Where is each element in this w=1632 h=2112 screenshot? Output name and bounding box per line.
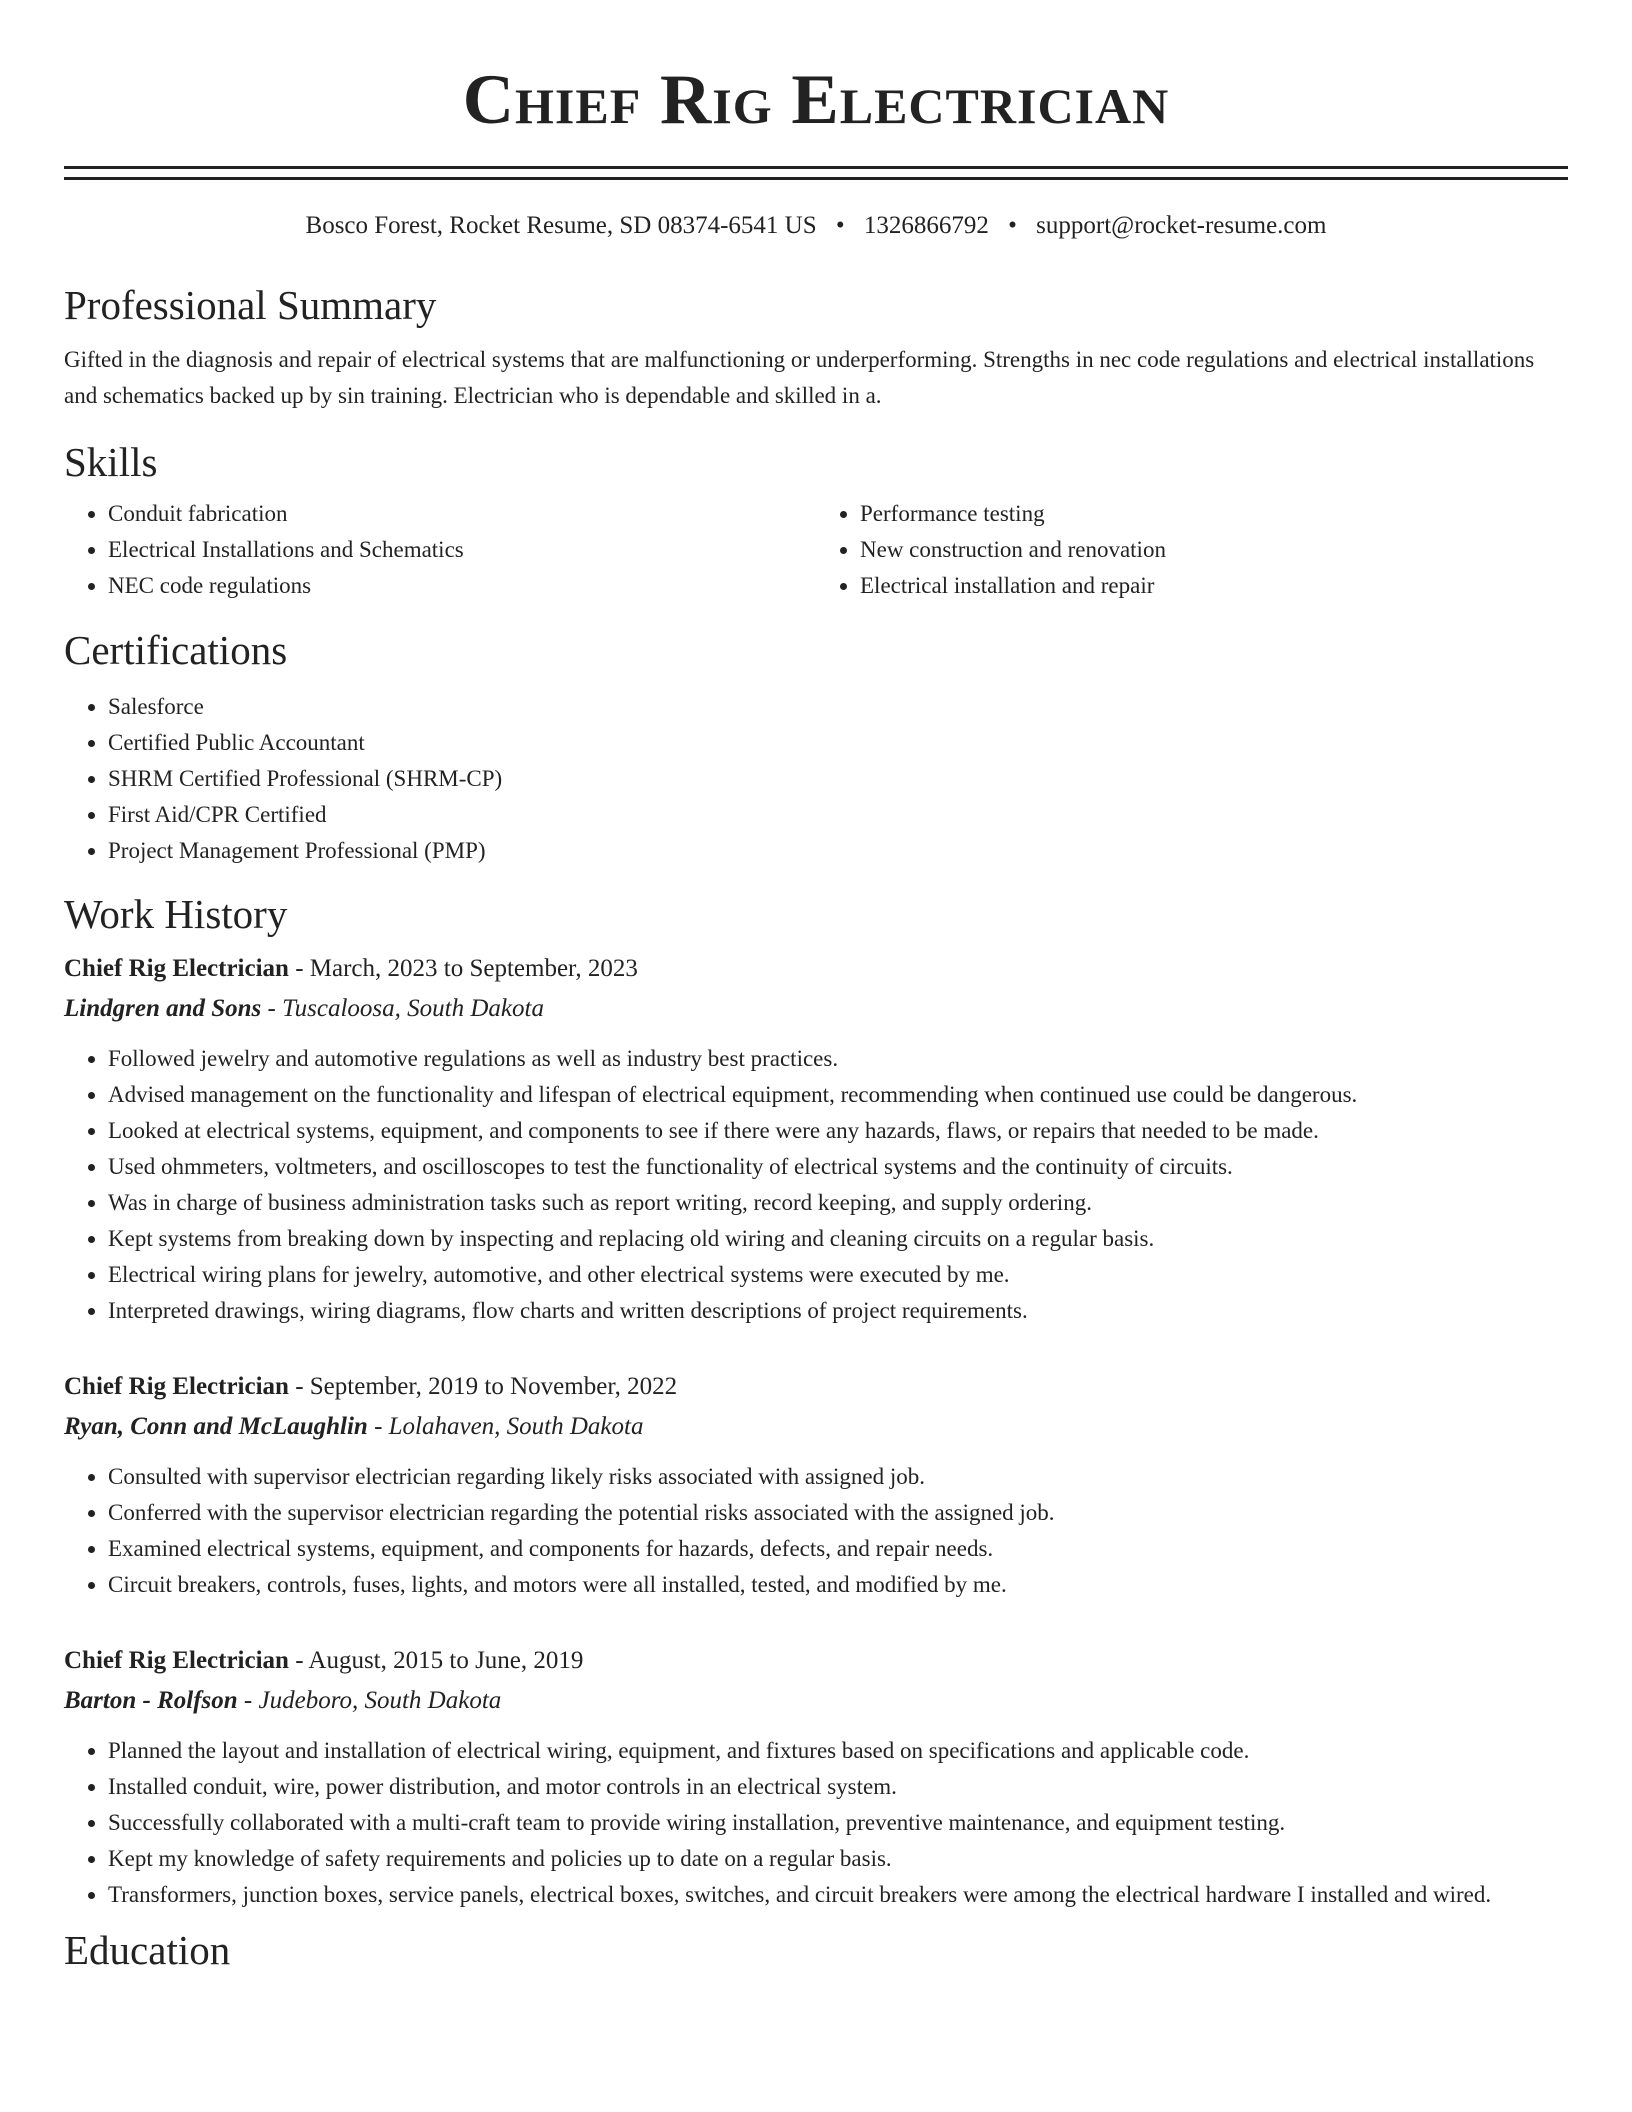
certifications-heading: Certifications: [64, 627, 288, 673]
job-bullet: • Consulted with supervisor electrician regarding likely risks associated with assigned job.: [108, 1459, 1568, 1495]
certification-item: • First Aid/CPR Certified: [108, 797, 1568, 833]
skills-list-right: [816, 496, 1568, 604]
resume-title: Chief Rig Electrician: [462, 61, 1170, 139]
job-bullet: • Examined electrical systems, equipment, and components for hazards, defects, and repair needs.: [108, 1531, 1568, 1567]
skills-list-left: [64, 496, 816, 604]
job-bullet: • Used ohmmeters, voltmeters, and oscilloscopes to test the functionality of electrical systems and the continuity of circuits.: [108, 1149, 1568, 1185]
skills-grid: [64, 496, 1568, 604]
job-dates: - August, 2015 to June, 2019: [288, 1647, 584, 1674]
job-title-line: [64, 1367, 1568, 1407]
skill-item: • Electrical installation and repair: [860, 568, 1568, 604]
skills-column-left: [64, 496, 816, 604]
job-bullets: [64, 1041, 1568, 1329]
summary-text: Gifted in the diagnosis and repair of electrical systems that are malfunctioning or underperforming. Strengths in nec code regulations and electrical installations and schematics backed up by sin training. Electrician who is dependable and skilled in a.: [64, 347, 1535, 408]
job-company-line: [64, 1681, 1568, 1721]
job-entry: [64, 1367, 1568, 1603]
education-heading: Education: [64, 1927, 231, 1973]
job-bullet: • Electrical wiring plans for jewelry, automotive, and other electrical systems were executed by me.: [108, 1257, 1568, 1293]
work-history-heading: Work History: [64, 891, 288, 937]
skills-heading: Skills: [64, 439, 158, 485]
skill-item: • NEC code regulations: [108, 568, 816, 604]
job-company: Lindgren and Sons: [64, 995, 262, 1022]
job-dates: - September, 2019 to November, 2022: [288, 1373, 678, 1400]
job-bullet: • Successfully collaborated with a multi-craft team to provide wiring installation, preventive maintenance, and equipment testing.: [108, 1805, 1568, 1841]
contact-phone: 1326866792: [863, 212, 989, 239]
job-title-line: [64, 949, 1568, 989]
job-title: Chief Rig Electrician: [64, 1647, 289, 1674]
job-company-line: [64, 1407, 1568, 1447]
job-bullet: • Advised management on the functionality and lifespan of electrical equipment, recommending when continued use could be dangerous.: [108, 1077, 1568, 1113]
job-dates: - March, 2023 to September, 2023: [288, 955, 638, 982]
job-bullet: • Transformers, junction boxes, service panels, electrical boxes, switches, and circuit breakers were among the electrical hardware I installed and wired.: [108, 1877, 1568, 1913]
contact-separator: •: [835, 212, 845, 239]
job-location: - Tuscaloosa, South Dakota: [261, 995, 544, 1022]
job-company: Barton - Rolfson: [64, 1687, 238, 1714]
certification-item: • Project Management Professional (PMP): [108, 833, 1568, 869]
certification-item: • SHRM Certified Professional (SHRM-CP): [108, 761, 1568, 797]
job-bullet: • Planned the layout and installation of electrical wiring, equipment, and fixtures based on specifications and applicable code.: [108, 1733, 1568, 1769]
job-location: - Judeboro, South Dakota: [237, 1687, 502, 1714]
skill-item: • Performance testing: [860, 496, 1568, 532]
job-company-line: [64, 989, 1568, 1029]
contact-line: [64, 211, 1568, 241]
job-bullet: • Was in charge of business administration tasks such as report writing, record keeping, and supply ordering.: [108, 1185, 1568, 1221]
job-bullet: • Conferred with the supervisor electrician regarding the potential risks associated with the assigned job.: [108, 1495, 1568, 1531]
job-entry: [64, 949, 1568, 1329]
certification-item: • Salesforce: [108, 689, 1568, 725]
job-bullet: • Kept my knowledge of safety requirements and policies up to date on a regular basis.: [108, 1841, 1568, 1877]
job-bullet: • Circuit breakers, controls, fuses, lights, and motors were all installed, tested, and modified by me.: [108, 1567, 1568, 1603]
job-bullet: • Interpreted drawings, wiring diagrams, flow charts and written descriptions of project requirements.: [108, 1293, 1568, 1329]
job-location: - Lolahaven, South Dakota: [367, 1413, 644, 1440]
job-entry: [64, 1641, 1568, 1913]
contact-email: support@rocket-resume.com: [1036, 212, 1327, 239]
summary-heading: Professional Summary: [64, 282, 437, 328]
skill-item: • New construction and renovation: [860, 532, 1568, 568]
job-bullets: [64, 1459, 1568, 1603]
contact-separator: •: [1008, 212, 1017, 239]
job-bullets: [64, 1733, 1568, 1913]
job-title-line: [64, 1641, 1568, 1681]
job-title: Chief Rig Electrician: [64, 955, 289, 982]
job-bullet: • Looked at electrical systems, equipment, and components to see if there were any hazards, flaws, or repairs that needed to be made.: [108, 1113, 1568, 1149]
certifications-list: [64, 689, 1568, 869]
job-bullet: • Installed conduit, wire, power distribution, and motor controls in an electrical system.: [108, 1769, 1568, 1805]
title-divider: [64, 166, 1568, 180]
contact-address: Bosco Forest, Rocket Resume, SD 08374-6541 US: [305, 212, 817, 239]
skill-item: • Electrical Installations and Schematics: [108, 532, 816, 568]
certification-item: • Certified Public Accountant: [108, 725, 1568, 761]
job-title: Chief Rig Electrician: [64, 1373, 289, 1400]
skills-column-right: [816, 496, 1568, 604]
job-bullet: • Followed jewelry and automotive regulations as well as industry best practices.: [108, 1041, 1568, 1077]
job-company: Ryan, Conn and McLaughlin: [64, 1413, 368, 1440]
job-bullet: • Kept systems from breaking down by inspecting and replacing old wiring and cleaning circuits on a regular basis.: [108, 1221, 1568, 1257]
skill-item: • Conduit fabrication: [108, 496, 816, 532]
